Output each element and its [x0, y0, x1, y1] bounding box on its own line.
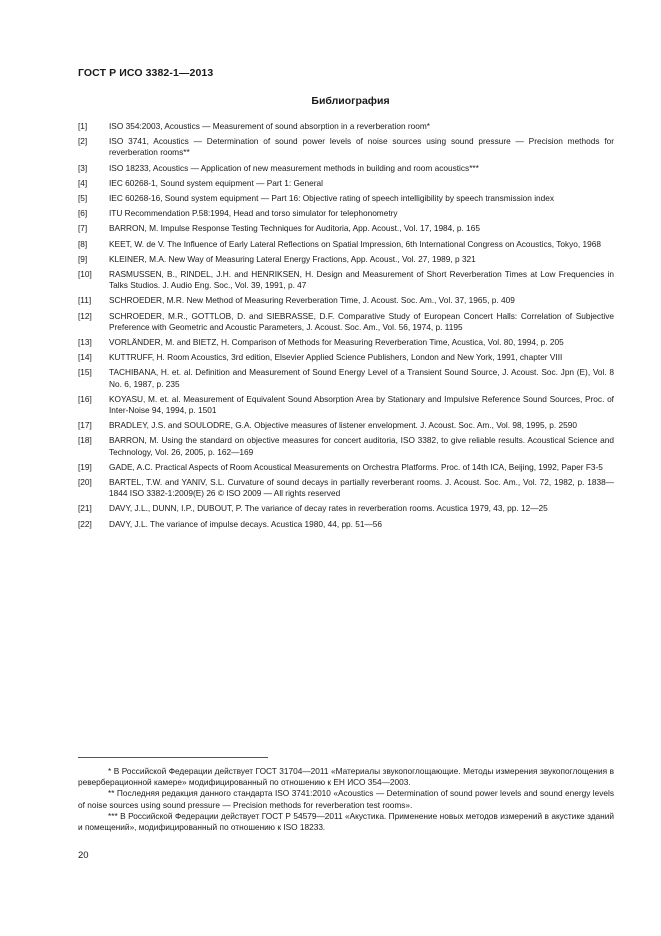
reference-text: GADE, A.C. Practical Aspects of Room Acoustical Measurements on Orchestra Platforms. Proc. of 14th ICA, Beijing, 1992, Paper F3-5 — [109, 461, 603, 472]
reference-text: BARRON, M. Using the standard on objective measures for concert auditoria, ISO 3382, to give reliable results. Acoustical Science and Technology, Vol. 26, 2005, p. 162—169 — [109, 435, 614, 457]
reference-item — [78, 208, 614, 219]
reference-number: [2] — [78, 136, 88, 147]
reference-text: IEC 60268-16, Sound system equipment — Part 16: Objective rating of speech intelligibility by speech transmission index — [109, 193, 555, 204]
reference-item — [78, 121, 614, 132]
footnote-list — [78, 766, 614, 833]
reference-number: [7] — [78, 223, 88, 234]
reference-item — [78, 239, 614, 250]
reference-list — [78, 121, 614, 534]
footnote-divider — [78, 757, 268, 758]
reference-item — [78, 367, 614, 389]
reference-text: ISO 3741, Acoustics — Determination of sound power levels of noise sources using sound pressure — Precision methods for reverberation rooms** — [109, 136, 614, 158]
reference-number: [9] — [78, 253, 88, 264]
reference-item — [78, 136, 614, 158]
reference-text: IEC 60268-1, Sound system equipment — Part 1: General — [109, 177, 323, 188]
reference-number: [11] — [78, 295, 92, 306]
reference-number: [4] — [78, 177, 88, 188]
reference-number: [5] — [78, 193, 88, 204]
reference-item — [78, 193, 614, 204]
reference-text: BARTEL, T.W. and YANIV, S.L. Curvature of sound decays in partially reverberant rooms. J. Acoust. Soc. Am., Vol. 72, 1982, p. 1838—1844 ISO 3382-1:2009(E) 26 © ISO 2009 — All rights reserved — [109, 477, 614, 499]
reference-number: [20] — [78, 477, 92, 488]
footnote-text: Последняя редакция данного стандарта ISO 3741:2010 «Acoustics — Determination of sound power levels and sound energy levels of noise sources using sound pressure — Precision methods for reverberation test rooms». — [78, 788, 614, 810]
reference-number: [13] — [78, 337, 92, 348]
reference-number: [15] — [78, 367, 92, 378]
reference-number: [8] — [78, 238, 88, 249]
reference-item — [78, 337, 614, 348]
reference-item — [78, 163, 614, 174]
reference-item — [78, 352, 614, 363]
reference-item — [78, 223, 614, 234]
reference-item — [78, 503, 614, 514]
reference-item — [78, 311, 614, 333]
reference-number: [19] — [78, 461, 92, 472]
reference-text: KLEINER, M.A. New Way of Measuring Lateral Energy Fractions, App. Acoust., Vol. 27, 1989, p 321 — [109, 253, 476, 264]
reference-item — [78, 519, 614, 530]
footnote-text: В Российской Федерации действует ГОСТ Р 54579—2011 «Акустика. Применение новых методов измерений в акустике зданий и помещений», модифицированный по отношению к ISO 18233. — [78, 810, 615, 833]
reference-text: KEET, W. de V. The Influence of Early Lateral Reflections on Spatial Impression, 6th International Congress on Acoustics, Tokyo, 1968 — [109, 238, 601, 249]
reference-number: [17] — [78, 420, 92, 431]
reference-item — [78, 435, 614, 457]
reference-number: [21] — [78, 503, 92, 514]
reference-text: KUTTRUFF, H. Room Acoustics, 3rd edition, Elsevier Applied Science Publishers, London and New York, 1991, chapter VIII — [109, 352, 563, 363]
footnote-mark: *** — [108, 810, 118, 821]
page-number: 20 — [78, 850, 89, 861]
footnote-mark: ** — [108, 788, 115, 799]
footnote-text: В Российской Федерации действует ГОСТ 31704—2011 «Материалы звукопоглощающие. Методы измерения звукопоглощения в реверберационной камере» модифицированный по отношению к ЕН ИСО 354—2003. — [78, 766, 614, 788]
footnote — [78, 788, 614, 810]
reference-text: ISO 354:2003, Acoustics — Measurement of sound absorption in a reverberation room* — [109, 121, 430, 131]
reference-item — [78, 178, 614, 189]
reference-text: ISO 18233, Acoustics — Application of new measurement methods in building and room acoustics*** — [109, 162, 479, 173]
reference-number: [10] — [78, 269, 92, 280]
reference-item — [78, 462, 614, 473]
reference-item — [78, 420, 614, 431]
footnote — [78, 811, 614, 833]
reference-number: [22] — [78, 518, 92, 529]
reference-text: BARRON, M. Impulse Response Testing Techniques for Auditoria, App. Acoust., Vol. 17, 1984, p. 165 — [109, 223, 480, 234]
reference-item — [78, 295, 614, 306]
reference-item — [78, 254, 614, 265]
reference-number: [6] — [78, 208, 88, 219]
reference-text: KOYASU, M. et. al. Measurement of Equivalent Sound Absorption Area by Stationary and Impulsive Reference Sound Sources, Proc. of Inter-Noise 94, 1994, p. 1501 — [109, 393, 614, 416]
reference-number: [18] — [78, 435, 92, 446]
reference-text: DAVY, J.L. The variance of impulse decays. Acustica 1980, 44, pp. 51—56 — [109, 518, 383, 529]
reference-text: DAVY, J.L., DUNN, I.P., DUBOUT, P. The variance of decay rates in reverberation rooms. Acustica 1979, 43, pp. 12—25 — [109, 503, 548, 514]
reference-number: [16] — [78, 393, 92, 404]
reference-text: BRADLEY, J.S. and SOULODRE, G.A. Objective measures of listener envelopment. J. Acoust. Soc. Am., Vol. 98, 1995, p. 2590 — [109, 420, 577, 431]
reference-text: SCHROEDER, M.R. New Method of Measuring Reverberation Time, J. Acoust. Soc. Am., Vol. 37, 1965, p. 409 — [109, 295, 515, 306]
reference-number: [12] — [78, 310, 92, 321]
reference-item — [78, 477, 614, 499]
reference-item — [78, 394, 614, 416]
reference-number: [1] — [78, 121, 88, 131]
reference-item — [78, 269, 614, 291]
reference-text: SCHROEDER, M.R., GOTTLOB, D. and SIEBRASSE, D.F. Comparative Study of European Concert Halls: Correlation of Subjective Preference with Geometric and Acoustic Parameters, J. Acoust. Soc. Am., Vol. 56, 1974, p. 1195 — [109, 310, 614, 332]
reference-text: TACHIBANA, H. et. al. Definition and Measurement of Sound Energy Level of a Transient Sound Source, J. Acoust. Soc. Jpn (E), Vol. 8 No. 6, 1987, p. 235 — [109, 367, 614, 389]
footnote — [78, 766, 614, 788]
bibliography-title: Библиография — [311, 95, 390, 107]
document-header: ГОСТ Р ИСО 3382-1—2013 — [78, 67, 214, 79]
reference-number: [3] — [78, 162, 88, 173]
reference-text: ITU Recommendation P.58:1994, Head and torso simulator for telephonometry — [109, 208, 398, 219]
footnote-mark: * — [108, 766, 112, 776]
reference-text: RASMUSSEN, B., RINDEL, J.H. and HENRIKSEN, H. Design and Measurement of Short Reverberation Times at Low Frequencies in Talks Studios. J. Audio Eng. Soc., Vol. 39, 1991, p. 47 — [109, 269, 614, 291]
reference-number: [14] — [78, 352, 92, 363]
reference-text: VORLÄNDER, M. and BIETZ, H. Comparison of Methods for Measuring Reverberation Time, Acustica, Vol. 80, 1994, p. 205 — [109, 337, 564, 348]
